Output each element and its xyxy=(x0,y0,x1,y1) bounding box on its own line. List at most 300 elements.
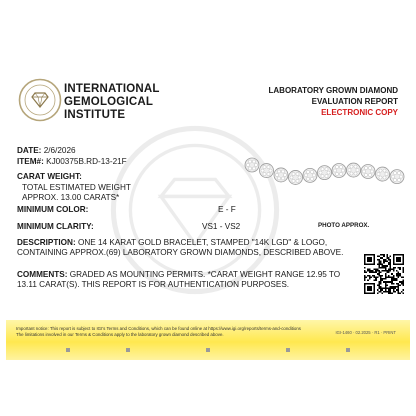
bracelet-stone xyxy=(281,170,284,173)
qr-module xyxy=(374,275,376,277)
qr-module xyxy=(385,275,387,277)
qr-module xyxy=(402,289,404,291)
qr-module xyxy=(378,281,380,283)
bracelet-stone xyxy=(312,174,315,177)
qr-module xyxy=(382,278,384,280)
qr-module xyxy=(370,276,372,278)
qr-module xyxy=(393,289,395,291)
footer-notice xyxy=(16,326,301,338)
qr-module xyxy=(393,275,395,277)
qr-module xyxy=(380,262,382,264)
qr-module xyxy=(382,292,384,294)
bracelet-photo xyxy=(240,138,410,208)
bracelet-stone xyxy=(304,174,307,177)
qr-module xyxy=(385,281,387,283)
qr-module xyxy=(396,286,398,288)
qr-module xyxy=(396,289,398,291)
qr-module xyxy=(388,262,390,264)
bracelet-stone xyxy=(321,168,324,171)
bracelet-stone xyxy=(362,170,365,173)
photo-approx-label: PHOTO APPROX. xyxy=(318,222,370,229)
qr-module xyxy=(398,272,400,274)
qr-code-icon[interactable] xyxy=(364,254,404,294)
bracelet-stone xyxy=(335,172,338,175)
report-title xyxy=(269,85,398,118)
description-text: ONE 14 KARAT GOLD BRACELET, STAMPED "14K LGD" & LOGO, CONTAINING APPROX.(69) LABORATORY GROWN DIAMONDS, DESCRIBED ABOVE. xyxy=(17,238,344,258)
qr-module xyxy=(382,289,384,291)
bracelet-stone xyxy=(368,166,371,169)
footer-tick xyxy=(66,348,70,352)
qr-module xyxy=(398,283,400,285)
bracelet-stone xyxy=(348,168,351,171)
qr-module xyxy=(391,268,393,270)
bracelet-stone xyxy=(296,179,299,182)
electronic-copy-label: ELECTRONIC COPY xyxy=(321,108,398,117)
bracelet-stone xyxy=(335,165,338,168)
qr-module xyxy=(401,276,403,278)
qr-module xyxy=(390,262,392,264)
qr-module xyxy=(391,273,393,275)
footer-tick xyxy=(126,348,130,352)
qr-module xyxy=(390,268,392,270)
qr-module xyxy=(383,270,385,272)
qr-module xyxy=(402,281,404,283)
qr-module xyxy=(369,272,371,274)
qr-module xyxy=(364,278,366,280)
qr-module xyxy=(388,257,390,259)
qr-module xyxy=(394,288,396,290)
qr-module xyxy=(374,268,376,270)
qr-module xyxy=(390,292,392,294)
footer-line-2: The limitations involved in our Terms & Conditions apply to the laboratory grown diamond described above. xyxy=(16,332,224,337)
qr-module xyxy=(377,268,379,270)
qr-module xyxy=(390,281,392,283)
qr-module xyxy=(393,267,395,269)
qr-module xyxy=(380,288,382,290)
qr-module xyxy=(385,276,387,278)
qr-module xyxy=(385,283,387,285)
qr-module xyxy=(386,276,388,278)
qr-module xyxy=(380,286,382,288)
date-label: DATE: xyxy=(17,146,42,155)
bracelet-stone xyxy=(377,172,380,175)
qr-module xyxy=(388,276,390,278)
bracelet-stone xyxy=(246,163,249,166)
qr-module xyxy=(390,291,392,293)
institute-line-2: GEMOLOGICAL xyxy=(64,96,154,108)
qr-module xyxy=(386,281,388,283)
qr-module xyxy=(388,270,390,272)
qr-module xyxy=(385,268,387,270)
qr-module xyxy=(385,278,387,280)
qr-module xyxy=(378,262,380,264)
qr-module xyxy=(398,289,400,291)
qr-finder xyxy=(367,257,372,262)
qr-module xyxy=(375,270,377,272)
qr-module xyxy=(390,288,392,290)
qr-module xyxy=(402,280,404,282)
qr-module xyxy=(396,275,398,277)
qr-module xyxy=(366,272,368,274)
qr-module xyxy=(393,270,395,272)
qr-module xyxy=(377,256,379,258)
bracelet-stone xyxy=(292,179,295,182)
qr-module xyxy=(388,288,390,290)
qr-module xyxy=(402,284,404,286)
qr-module xyxy=(377,259,379,261)
footer-line-1: Important notice: This report is subject to IGI's Terms and Conditions, which can be found online at https://www.igi.org/reports/terms-and-conditions xyxy=(16,326,301,331)
qr-module xyxy=(385,265,387,267)
bracelet-stone xyxy=(393,172,396,175)
qr-module xyxy=(402,267,404,269)
qr-module xyxy=(401,281,403,283)
qr-module xyxy=(375,268,377,270)
qr-module xyxy=(369,278,371,280)
qr-module xyxy=(390,256,392,258)
bracelet-stone xyxy=(321,174,324,177)
qr-module xyxy=(383,260,385,262)
qr-module xyxy=(398,276,400,278)
qr-module xyxy=(388,264,390,266)
qr-module xyxy=(399,292,401,294)
qr-module xyxy=(380,289,382,291)
bracelet-stone xyxy=(325,168,328,171)
qr-module xyxy=(378,256,380,258)
bracelet-stone xyxy=(370,170,373,173)
qr-module xyxy=(394,267,396,269)
qr-module xyxy=(374,280,376,282)
bracelet-stone xyxy=(341,169,344,172)
qr-module xyxy=(396,273,398,275)
carat-line-1: TOTAL ESTIMATED WEIGHT xyxy=(22,183,131,192)
qr-module xyxy=(377,264,379,266)
bracelet-stone xyxy=(261,169,264,172)
qr-module xyxy=(370,272,372,274)
qr-module xyxy=(367,268,369,270)
qr-module xyxy=(386,254,388,256)
description-block xyxy=(17,238,347,259)
bracelet-stone xyxy=(298,176,301,179)
qr-module xyxy=(388,275,390,277)
bracelet-stone xyxy=(383,176,386,179)
qr-module xyxy=(386,256,388,258)
qr-module xyxy=(388,291,390,293)
bracelet-stone xyxy=(292,172,295,175)
qr-module xyxy=(402,283,404,285)
qr-module xyxy=(380,278,382,280)
qr-module xyxy=(364,276,366,278)
description-label: DESCRIPTION: xyxy=(17,238,76,247)
qr-module xyxy=(380,254,382,256)
qr-module xyxy=(378,275,380,277)
qr-module xyxy=(382,270,384,272)
bracelet-stone xyxy=(248,167,251,170)
qr-module xyxy=(394,280,396,282)
qr-module xyxy=(374,272,376,274)
qr-module xyxy=(383,254,385,256)
institute-line-1: INTERNATIONAL xyxy=(64,83,160,95)
qr-module xyxy=(380,260,382,262)
qr-module xyxy=(402,272,404,274)
color-value: E - F xyxy=(218,205,236,214)
qr-module xyxy=(383,278,385,280)
bracelet-stone xyxy=(248,160,251,163)
qr-module xyxy=(378,273,380,275)
qr-module xyxy=(396,278,398,280)
qr-module xyxy=(366,276,368,278)
qr-module xyxy=(385,259,387,261)
qr-module xyxy=(402,276,404,278)
item-label: ITEM#: xyxy=(17,157,44,166)
bracelet-stone xyxy=(333,169,336,172)
qr-module xyxy=(394,286,396,288)
carat-line-2: APPROX. 13.00 CARATS* xyxy=(22,193,120,202)
bracelet-stone xyxy=(277,170,280,173)
qr-module xyxy=(378,259,380,261)
qr-module xyxy=(399,284,401,286)
bracelet-stone xyxy=(319,171,322,174)
qr-module xyxy=(390,260,392,262)
qr-module xyxy=(393,291,395,293)
clarity-value: VS1 - VS2 xyxy=(202,222,241,231)
qr-module xyxy=(390,265,392,267)
bracelet-stone xyxy=(267,166,270,169)
qr-module xyxy=(380,281,382,283)
qr-module xyxy=(385,288,387,290)
report-title-line-1: LABORATORY GROWN DIAMOND xyxy=(268,86,398,95)
qr-module xyxy=(375,278,377,280)
qr-module xyxy=(383,281,385,283)
qr-module xyxy=(386,284,388,286)
qr-module xyxy=(391,278,393,280)
bracelet-stone xyxy=(339,165,342,168)
qr-module xyxy=(386,265,388,267)
qr-module xyxy=(396,283,398,285)
qr-module xyxy=(383,291,385,293)
bracelet-stone xyxy=(368,173,371,176)
qr-module xyxy=(364,275,366,277)
qr-module xyxy=(402,292,404,294)
bracelet-stone xyxy=(399,175,402,178)
qr-module xyxy=(380,275,382,277)
qr-module xyxy=(382,264,384,266)
qr-module xyxy=(378,260,380,262)
qr-module xyxy=(386,272,388,274)
color-label: MINIMUM COLOR: xyxy=(17,205,89,214)
bracelet-stone xyxy=(267,172,270,175)
comments-text: GRADED AS MOUNTING PERMITS. *CARAT WEIGHT RANGE 12.95 TO 13.11 CARAT(S). THIS REPORT IS FOR AUTHENTICATION PURPOSES. xyxy=(17,270,341,290)
qr-module xyxy=(390,286,392,288)
qr-module xyxy=(382,254,384,256)
qr-module xyxy=(390,259,392,261)
qr-module xyxy=(377,270,379,272)
qr-module xyxy=(375,276,377,278)
bracelet-stone xyxy=(354,172,357,175)
qr-module xyxy=(390,264,392,266)
qr-module xyxy=(385,289,387,291)
qr-module xyxy=(398,275,400,277)
report-title-line-2: EVALUATION REPORT xyxy=(311,97,398,106)
qr-module xyxy=(367,270,369,272)
bracelet-stone xyxy=(383,169,386,172)
qr-module xyxy=(369,275,371,277)
bracelet-stone xyxy=(252,160,255,163)
qr-module xyxy=(372,270,374,272)
qr-module xyxy=(385,273,387,275)
qr-module xyxy=(380,280,382,282)
bracelet-stone xyxy=(385,172,388,175)
qr-module xyxy=(386,288,388,290)
bracelet-stone xyxy=(306,177,309,180)
qr-module xyxy=(382,265,384,267)
bracelet-stone xyxy=(391,175,394,178)
date-row xyxy=(17,146,76,155)
qr-module xyxy=(398,273,400,275)
bracelet-stone xyxy=(397,178,400,181)
qr-module xyxy=(369,276,371,278)
qr-module xyxy=(393,276,395,278)
qr-module xyxy=(378,267,380,269)
qr-module xyxy=(375,272,377,274)
qr-module xyxy=(391,283,393,285)
qr-module xyxy=(377,292,379,294)
qr-module xyxy=(385,270,387,272)
qr-module xyxy=(399,267,401,269)
qr-module xyxy=(383,265,385,267)
qr-module xyxy=(367,275,369,277)
qr-module xyxy=(380,267,382,269)
bracelet-stone xyxy=(275,173,278,176)
qr-module xyxy=(378,284,380,286)
qr-module xyxy=(396,280,398,282)
qr-module xyxy=(391,280,393,282)
qr-module xyxy=(390,289,392,291)
bracelet-stone xyxy=(296,172,299,175)
bracelet-stone xyxy=(269,169,272,172)
qr-module xyxy=(393,280,395,282)
qr-module xyxy=(388,281,390,283)
footer-band xyxy=(6,320,410,360)
footer-tick xyxy=(206,348,210,352)
qr-module xyxy=(390,276,392,278)
bracelet-stone xyxy=(350,165,353,168)
qr-module xyxy=(391,286,393,288)
qr-module xyxy=(369,270,371,272)
qr-module xyxy=(388,289,390,291)
qr-module xyxy=(388,259,390,261)
bracelet-stone xyxy=(281,177,284,180)
igi-diamond-seal-icon xyxy=(18,78,62,122)
qr-module xyxy=(364,272,366,274)
qr-module xyxy=(399,281,401,283)
qr-module xyxy=(369,268,371,270)
qr-module xyxy=(378,265,380,267)
qr-module xyxy=(402,268,404,270)
qr-module xyxy=(383,259,385,261)
qr-module xyxy=(385,284,387,286)
qr-module xyxy=(388,292,390,294)
clarity-label: MINIMUM CLARITY: xyxy=(17,222,94,231)
bracelet-stone xyxy=(350,172,353,175)
qr-module xyxy=(398,286,400,288)
qr-module xyxy=(372,272,374,274)
footer-tick xyxy=(286,348,290,352)
qr-module xyxy=(364,280,366,282)
comments-block xyxy=(17,270,347,291)
qr-module xyxy=(382,288,384,290)
bracelet-stone xyxy=(252,167,255,170)
qr-module xyxy=(378,288,380,290)
qr-module xyxy=(375,280,377,282)
qr-module xyxy=(393,278,395,280)
qr-module xyxy=(383,288,385,290)
qr-module xyxy=(399,268,401,270)
bracelet-stone xyxy=(354,165,357,168)
qr-module xyxy=(377,284,379,286)
qr-module xyxy=(399,273,401,275)
qr-module xyxy=(398,291,400,293)
qr-module xyxy=(402,270,404,272)
qr-module xyxy=(393,268,395,270)
qr-module xyxy=(383,256,385,258)
qr-module xyxy=(385,291,387,293)
qr-module xyxy=(386,257,388,259)
qr-module xyxy=(383,267,385,269)
qr-module xyxy=(380,291,382,293)
bracelet-stone xyxy=(364,173,367,176)
item-row xyxy=(17,157,127,166)
bracelet-stone xyxy=(325,174,328,177)
qr-module xyxy=(398,267,400,269)
qr-module xyxy=(380,272,382,274)
bracelet-stone xyxy=(310,177,313,180)
qr-module xyxy=(377,273,379,275)
bracelet-stone xyxy=(327,171,330,174)
bracelet-stone xyxy=(277,177,280,180)
qr-module xyxy=(398,288,400,290)
bracelet-stone xyxy=(290,176,293,179)
bracelet-stone xyxy=(364,166,367,169)
qr-module xyxy=(391,288,393,290)
qr-module xyxy=(394,278,396,280)
qr-module xyxy=(378,286,380,288)
qr-module xyxy=(383,262,385,264)
qr-module xyxy=(380,276,382,278)
qr-module xyxy=(380,283,382,285)
qr-module xyxy=(378,272,380,274)
qr-module xyxy=(386,270,388,272)
qr-module xyxy=(391,281,393,283)
qr-module xyxy=(386,291,388,293)
qr-module xyxy=(401,291,403,293)
bracelet-stone xyxy=(306,170,309,173)
qr-module xyxy=(374,276,376,278)
date-value: 2/6/2026 xyxy=(43,146,76,155)
qr-module xyxy=(378,270,380,272)
qr-module xyxy=(393,283,395,285)
qr-module xyxy=(394,291,396,293)
qr-module xyxy=(386,260,388,262)
qr-finder xyxy=(367,286,372,291)
qr-module xyxy=(388,272,390,274)
qr-finder xyxy=(396,257,401,262)
qr-module xyxy=(370,270,372,272)
qr-module xyxy=(391,276,393,278)
qr-module xyxy=(390,270,392,272)
qr-module xyxy=(391,292,393,294)
qr-module xyxy=(378,264,380,266)
bracelet-stone xyxy=(379,169,382,172)
